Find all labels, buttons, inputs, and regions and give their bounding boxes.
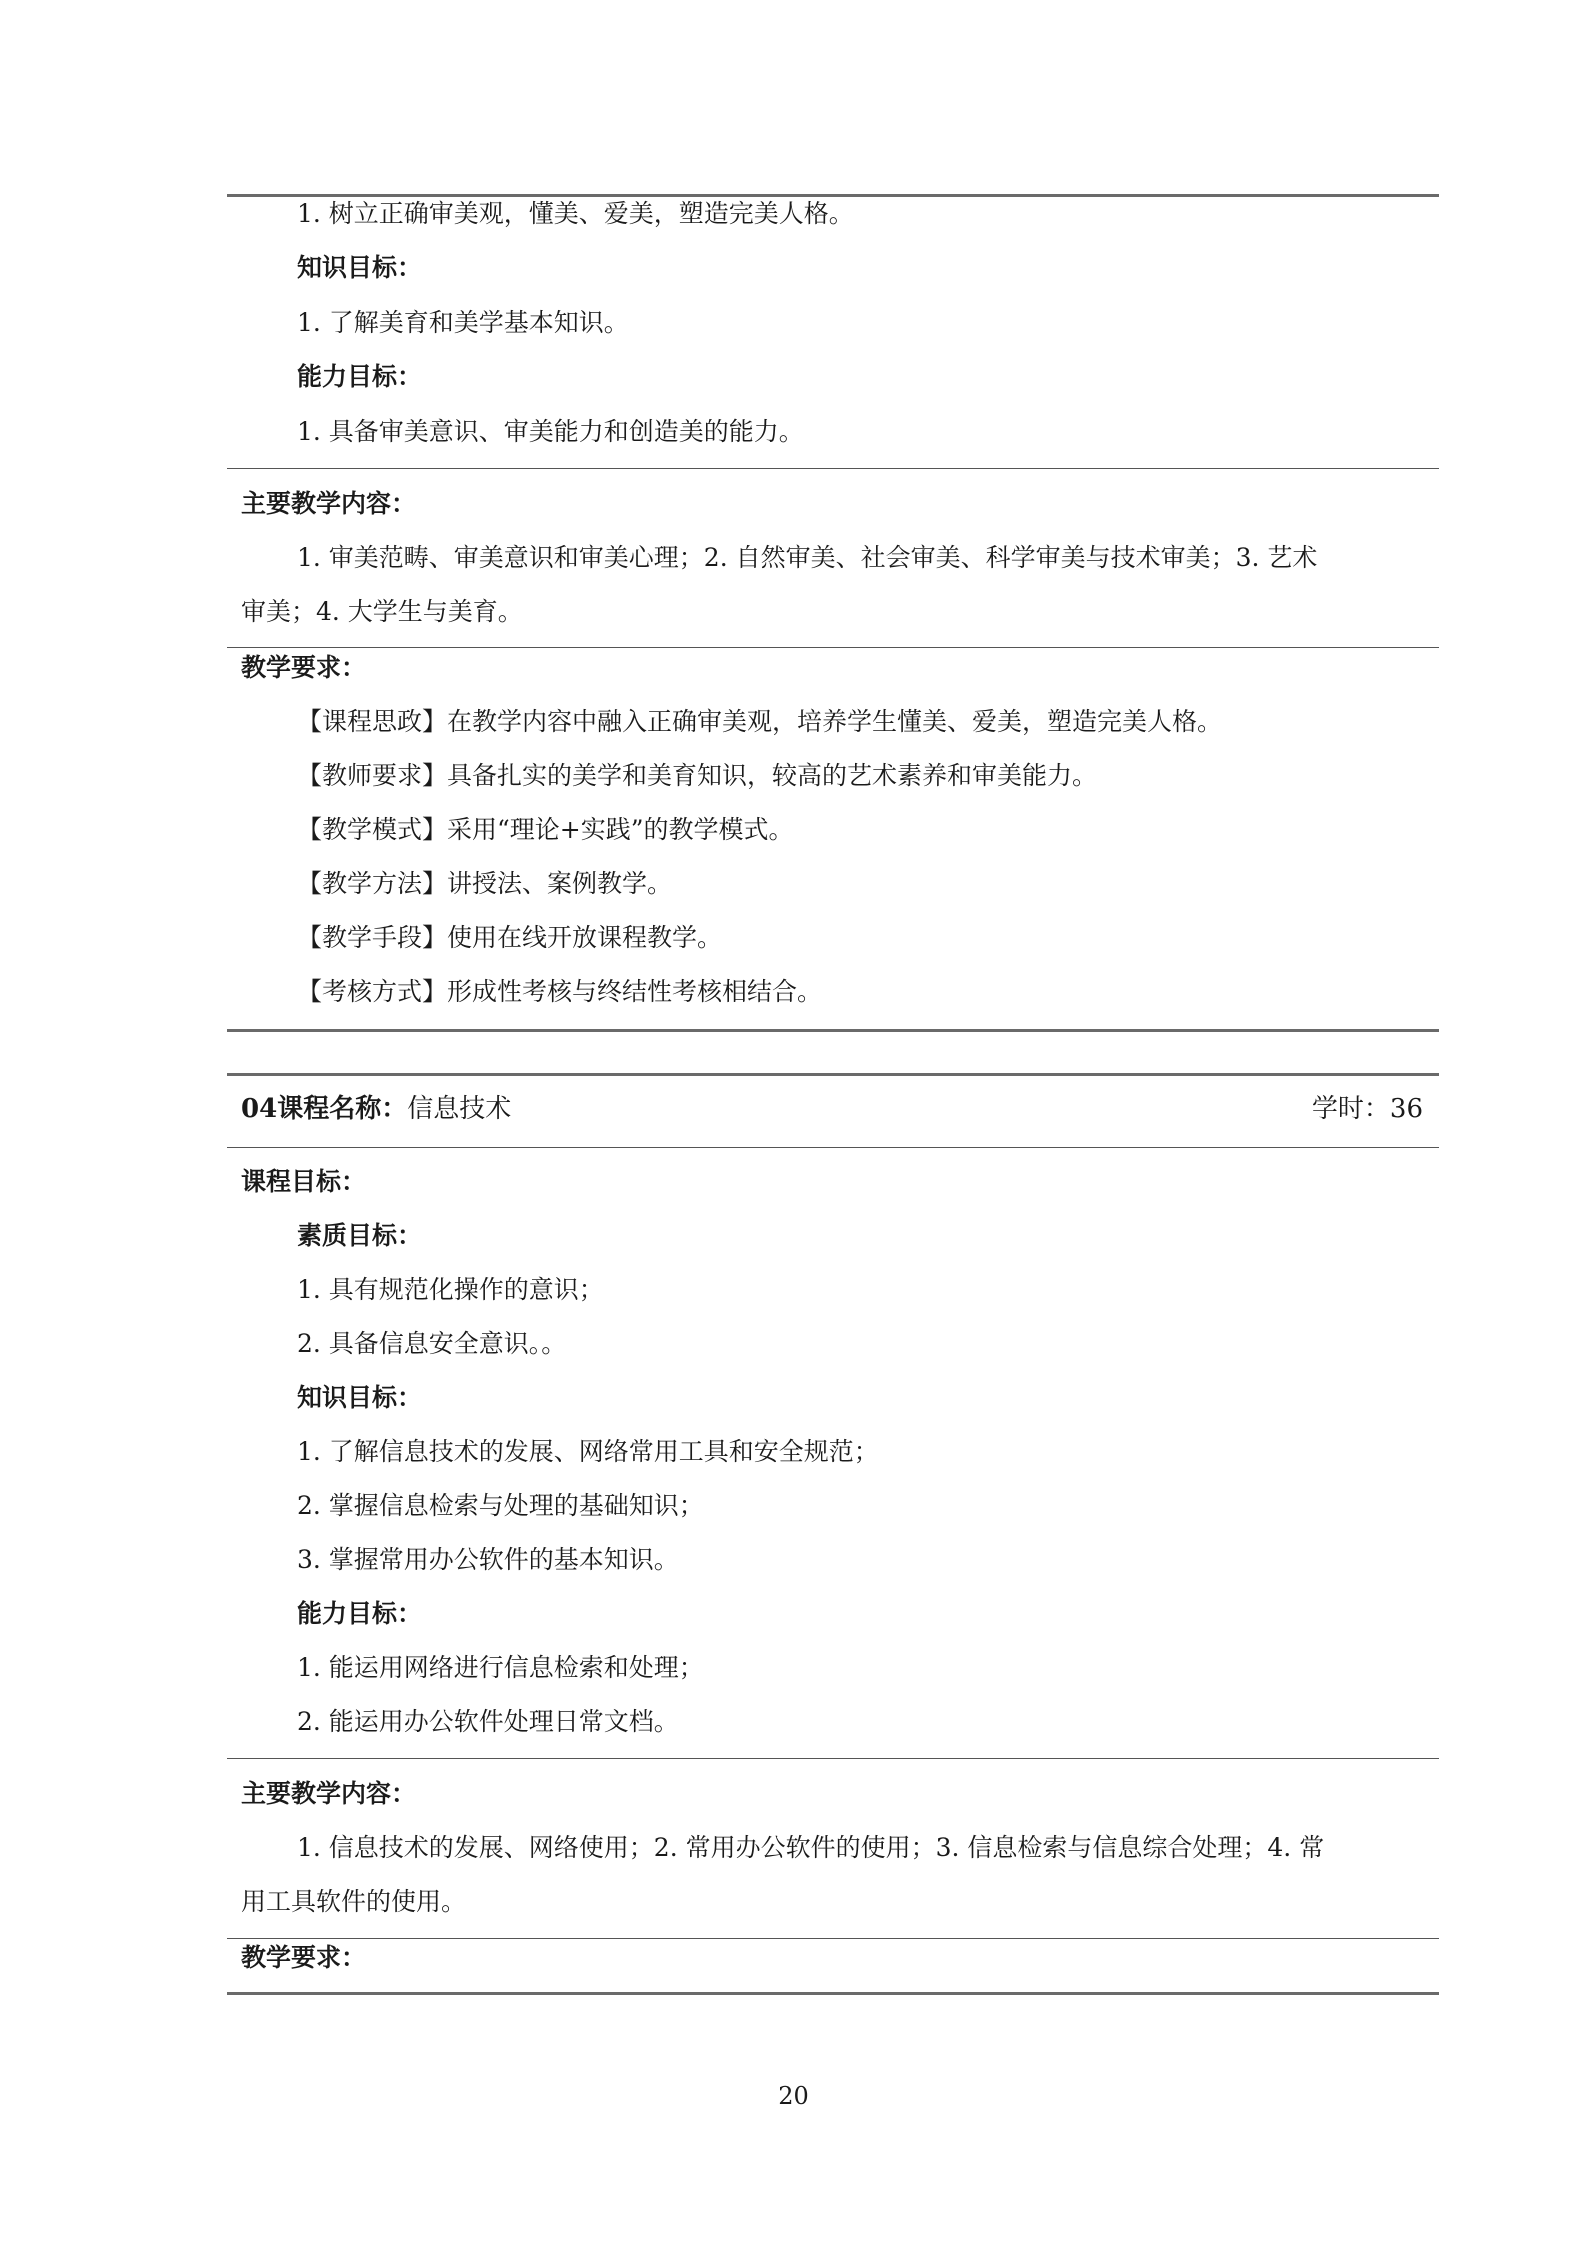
requirement-item: 【教学手段】使用在线开放课程教学。	[297, 923, 723, 952]
course-goals-label: 课程目标：	[241, 1167, 367, 1196]
knowledge-goal-item: 3. 掌握常用办公软件的基本知识。	[297, 1545, 679, 1574]
main-content-line: 1. 信息技术的发展、网络使用；2. 常用办公软件的使用；3. 信息检索与信息综合处理；4. 常	[297, 1833, 1325, 1862]
requirement-item: 【教师要求】具备扎实的美学和美育知识，较高的艺术素养和审美能力。	[297, 761, 1098, 790]
main-content-label: 主要教学内容：	[241, 1779, 417, 1808]
section-divider	[227, 1147, 1439, 1148]
ability-goal-item: 1. 具备审美意识、审美能力和创造美的能力。	[297, 417, 804, 446]
course-hours	[1312, 1092, 1423, 1126]
ability-goal-label: 能力目标：	[297, 1599, 423, 1628]
course-number: 04	[241, 1094, 278, 1124]
course-name: 信息技术	[407, 1094, 512, 1124]
main-content-line: 1. 审美范畴、审美意识和审美心理；2. 自然审美、社会审美、科学审美与技术审美；3. 艺术	[297, 543, 1318, 572]
table-top-border	[227, 1073, 1439, 1076]
quality-goal-item: 2. 具备信息安全意识。。	[297, 1329, 567, 1358]
table-bottom-border	[227, 1029, 1439, 1032]
requirements-label: 教学要求：	[241, 653, 367, 682]
ability-goal-item: 2. 能运用办公软件处理日常文档。	[297, 1707, 679, 1736]
table-bottom-border	[227, 1992, 1439, 1995]
knowledge-goal-item: 1. 了解信息技术的发展、网络常用工具和安全规范；	[297, 1437, 879, 1466]
quality-goal-label: 素质目标：	[297, 1221, 423, 1250]
requirement-item: 【教学方法】讲授法、案例教学。	[297, 869, 673, 898]
section-divider	[227, 647, 1439, 648]
requirement-item: 【考核方式】形成性考核与终结性考核相结合。	[297, 977, 823, 1006]
section-divider	[227, 1938, 1439, 1939]
course-title	[241, 1092, 511, 1126]
course-name-label: 课程名称：	[277, 1094, 408, 1124]
knowledge-goal-label: 知识目标：	[297, 253, 423, 282]
course-hours-value: 36	[1389, 1094, 1423, 1124]
quality-goal-item: 1. 具有规范化操作的意识；	[297, 1275, 604, 1304]
quality-goal-item: 1. 树立正确审美观，懂美、爱美，塑造完美人格。	[297, 199, 854, 228]
main-content-label: 主要教学内容：	[241, 489, 417, 518]
section-divider	[227, 468, 1439, 469]
ability-goal-label: 能力目标：	[297, 362, 423, 391]
course-hours-label: 学时：	[1311, 1094, 1390, 1124]
requirement-item: 【教学模式】采用“理论+实践”的教学模式。	[297, 815, 794, 844]
knowledge-goal-item: 2. 掌握信息检索与处理的基础知识；	[297, 1491, 704, 1520]
page-number: 20	[778, 2082, 809, 2110]
ability-goal-item: 1. 能运用网络进行信息检索和处理；	[297, 1653, 704, 1682]
section-divider	[227, 1758, 1439, 1759]
main-content-line: 审美；4. 大学生与美育。	[241, 597, 523, 626]
main-content-line: 用工具软件的使用。	[241, 1887, 467, 1916]
requirement-item: 【课程思政】在教学内容中融入正确审美观，培养学生懂美、爱美，塑造完美人格。	[297, 707, 1223, 736]
requirements-label: 教学要求：	[241, 1943, 367, 1972]
knowledge-goal-item: 1. 了解美育和美学基本知识。	[297, 308, 629, 337]
knowledge-goal-label: 知识目标：	[297, 1383, 423, 1412]
